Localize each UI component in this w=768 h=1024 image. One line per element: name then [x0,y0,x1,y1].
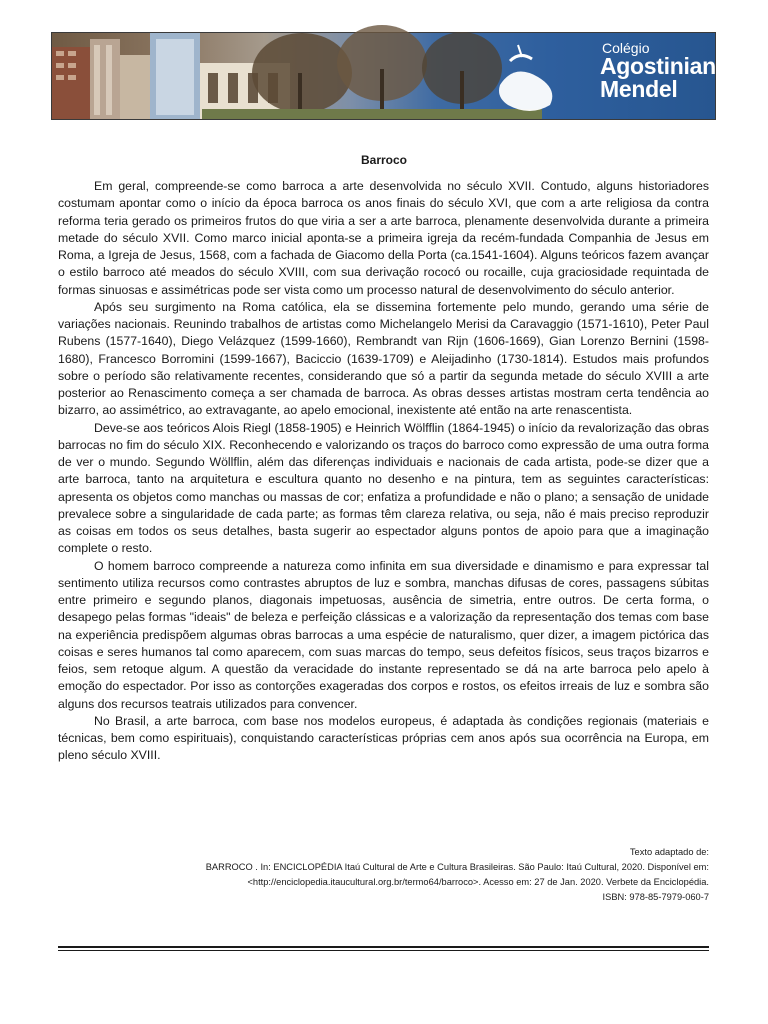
paragraph: No Brasil, a arte barroca, com base nos modelos europeus, é adaptada às condições regionais (materiais e técnicas, bem como espirituais), conquistando características próprias cem anos após sua ocorrência na Europa, em pleno século XVIII. [58,713,709,763]
footer-rule [58,946,709,948]
paragraph: Deve-se aos teóricos Alois Riegl (1858-1905) e Heinrich Wölfflin (1864-1945) o início da revalorização das obras barrocas no fim do século XIX. Reconhecendo e valorizando os traços do barroco como expressão de uma outra forma de ver o mundo. Segundo Wöllflin, além das diferenças individuais e nacionais de cada artista, pode-se dizer que a arte barroca, tanto na arquitetura e escultura quanto no desenho e na pintura, tem as seguintes características: apresenta os objetos como manchas ou massas de cor; enfatiza a profundidade e não o plano; a sensação de unidade prevalece sobre a singularidade de cada parte; as formas têm clareza relativa, ou seja, não é mais preciso reproduzir as coisas em todos os seus detalhes, basta sugerir ao espectador alguns pontos de apoio para que a imaginação complete o resto. [58,420,709,556]
paragraph: Em geral, compreende-se como barroca a arte desenvolvida no século XVII. Contudo, alguns historiadores costumam apontar como o início da época barroca os anos finais do século XVI, que com a arte religiosa da contra reforma teria gerado os primeiros frutos do que viria a ser a arte barroca, plenamente desenvolvida durante a primeira metade do século XVII. Como marco inicial aponta-se a primeira igreja da recém-fundada Companhia de Jesus em Roma, a Igreja de Jesus, 1568, com a fachada de Giacomo della Porta (ca.1541-1604). Alguns teóricos fazem avançar o estilo barroco até meados do século XVIII, com sua derivação rococó ou rocaille, cuja graciosidade requintada de formas sinuosas e assimétricas pode ser vista como um processo natural de desenvolvimento do século anterior. [58,179,709,297]
logo-college-label: Colégio [602,40,650,56]
reference-url-line: <http://enciclopedia.itaucultural.org.br/termo64/barroco>. Acesso em: 27 de Jan. 2020. Verbete da Enciclopédia. [247,877,709,887]
logo-name-line1: Agostiniano [600,53,730,79]
paragraph: Após seu surgimento na Roma católica, ela se dissemina fortemente pelo mundo, gerando uma série de variações nacionais. Reunindo trabalhos de artistas como Michelangelo Merisi da Caravaggio (1571-1610), Peter Paul Rubens (1577-1640), Diego Velázquez (1599-1660), Rembrandt van Rijn (1606-1669), Gian Lorenzo Bernini (1598-1680), Francesco Borromini (1599-1667), Baciccio (1639-1709) e Aleijadinho (1730-1814). Estudos mais profundos sobre o período são relativamente recentes, considerando que só a partir da segunda metade do século XVIII a arte posterior ao Renascimento começa a ser chamada de barroca. As obras desses artistas mostram certa tendência ao bizarro, ao assimétrico, ao extravagante, ao apelo emocional, inexistente até então na arte renascentista. [58,299,709,418]
reference-line: BARROCO . In: ENCICLOPÉDIA Itaú Cultural de Arte e Cultura Brasileiras. São Paulo: Itaú Cultural, 2020. Disponível em: [205,862,709,872]
paragraph: O homem barroco compreende a natureza como infinita em sua diversidade e dinamismo e para expressar tal sentimento utiliza recursos como contrastes abruptos de luz e sombra, manchas difusas de cores, passagens súbitas entre primeiro e segundo planos, diagonais impetuosas, ausência de simetria, entre outros. De certa forma, o desapego pelas formas "ideais" de beleza e perfeição clássicas e a valorização da representação dos temas com base na experiência predispõem algumas obras barrocas a uma espécie de naturalismo, quer dizer, a imagem pictórica das coisas e seres humanos tal como aparecem, com suas marcas do tempo, seus defeitos físicos, seus traços bizarros e feios, sem retoque algum. A questão da veracidade do instante representado se dá na arte barroca pelo apelo à emoção do espectador. Por isso as contorções exageradas dos corpos e rostos, os efeitos irreais de luz e sombra são alguns dos recursos teatrais utilizados para convencer. [58,558,709,711]
header-banner [51,32,730,120]
logo-name-line2: Mendel [600,76,678,102]
school-logo [600,41,730,101]
isbn-line: ISBN: 978-85-7979-060-7 [602,892,709,902]
footer-rule-thin [58,950,709,951]
adapted-label: Texto adaptado de: [629,847,709,857]
page-title: Barroco [360,153,407,167]
reference-block [58,845,709,905]
article-body [58,178,709,765]
